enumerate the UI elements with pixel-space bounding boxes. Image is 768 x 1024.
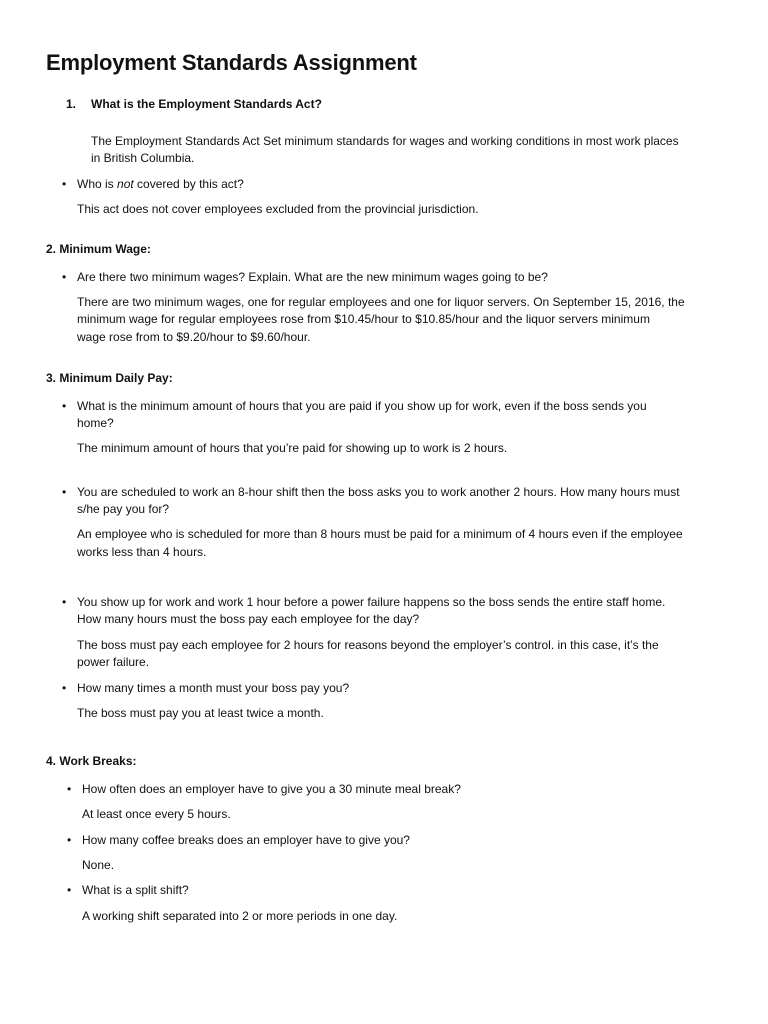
q3-item4-answer: The boss must pay you at least twice a month. xyxy=(77,706,324,720)
q3-item1-question-line2: home? xyxy=(77,416,114,430)
q4-heading: 4. Work Breaks: xyxy=(46,754,137,768)
q3-item2-answer-line1: An employee who is scheduled for more than 8 hours must be paid for a minimum of 4 hours even if the employee xyxy=(77,527,683,541)
q3-item3-answer-line2: power failure. xyxy=(77,655,150,669)
q3-item2-question-line2: s/he pay you for? xyxy=(77,502,170,516)
document-title: Employment Standards Assignment xyxy=(46,50,417,75)
q1-sub-question-post: covered by this act? xyxy=(133,177,244,191)
q4-item1-question: • How often does an employer have to give you a 30 minute meal break? xyxy=(82,780,461,798)
q1-sub-question-emphasis: not xyxy=(117,177,134,191)
q4-item2-answer: None. xyxy=(82,858,115,872)
q1-question: What is the Employment Standards Act? xyxy=(91,97,322,111)
q2-heading: 2. Minimum Wage: xyxy=(46,242,151,256)
q1-sub-question-pre: Who is xyxy=(77,177,118,191)
q4-item2-question: • How many coffee breaks does an employer have to give you? xyxy=(82,831,410,849)
q4-item3-answer: A working shift separated into 2 or more periods in one day. xyxy=(82,909,398,923)
q3-item1-question-line1: • What is the minimum amount of hours that you are paid if you show up for work, even if the boss sends you xyxy=(77,397,647,415)
q3-item3-answer-line1: The boss must pay each employee for 2 hours for reasons beyond the employer’s control. in this case, it’s the xyxy=(77,638,659,652)
q3-item2-answer-line2: works less than 4 hours. xyxy=(77,545,207,559)
q2-answer-line1: There are two minimum wages, one for regular employees and one for liquor servers. On September 15, 2016, the xyxy=(77,295,685,309)
q1-answer-line2: in British Columbia. xyxy=(91,151,195,165)
q3-item1-answer: The minimum amount of hours that you’re paid for showing up to work is 2 hours. xyxy=(77,441,508,455)
q2-answer-line2: minimum wage for regular employees rose from $10.45/hour to $10.85/hour and the liquor servers minimum xyxy=(77,312,650,326)
q3-item3-question-line1: • You show up for work and work 1 hour before a power failure happens so the boss sends the entire staff home. xyxy=(77,593,665,611)
q3-item2-question-line1: • You are scheduled to work an 8-hour shift then the boss asks you to work another 2 hours. How many hours must xyxy=(77,483,680,501)
q1-sub-question xyxy=(77,175,244,193)
q4-item3-question: • What is a split shift? xyxy=(82,881,189,899)
q3-item3-question-line2: How many hours must the boss pay each employee for the day? xyxy=(77,612,420,626)
q2-question: • Are there two minimum wages? Explain. What are the new minimum wages going to be? xyxy=(77,268,548,286)
q1-answer-line1: The Employment Standards Act Set minimum standards for wages and working conditions in most work places xyxy=(91,134,679,148)
q4-item1-answer: At least once every 5 hours. xyxy=(82,807,231,821)
q1-number: 1. xyxy=(66,97,77,111)
q1-sub-answer: This act does not cover employees excluded from the provincial jurisdiction. xyxy=(77,202,479,216)
q2-answer-line3: wage rose from to $9.20/hour to $9.60/hour. xyxy=(77,330,311,344)
q3-item4-question: • How many times a month must your boss pay you? xyxy=(77,679,349,697)
q3-heading: 3. Minimum Daily Pay: xyxy=(46,371,173,385)
